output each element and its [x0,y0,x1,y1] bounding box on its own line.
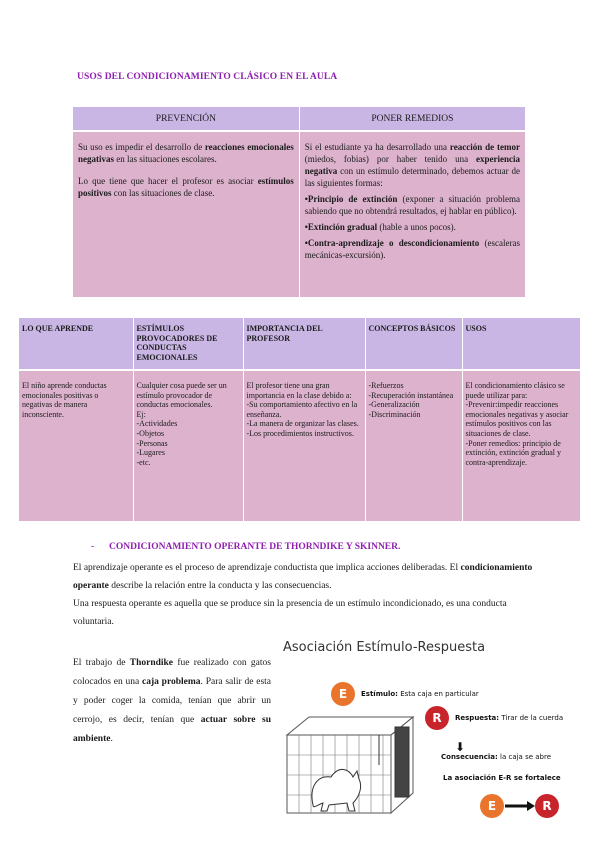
header-usos: USOS [462,318,580,370]
paragraph-thorndike: El trabajo de Thorndike fue realizado con gatos colocados en una caja problema. Para salir de esta y poder coger la comida, tenían que abrir un cerrojo, es decir, tenían que actuar sobre su ambiente. [73,658,271,744]
diagram-title: Asociación Estímulo-Respuesta [283,640,486,655]
down-arrow-icon: ⬇ [455,740,466,754]
cell-usos: El condicionamiento clásico se puede utilizar para: -Prevenir:impedir reacciones emocionales negativas y asociar estímulos positivos con las situaciones de clase. -Poner remedios: principio de extinción, extinción gradual y contra-aprendizaje. [462,370,580,521]
consequence-label: Consecuencia: la caja se abre [441,753,552,761]
stimulus-response-diagram [275,640,585,845]
e-circle-icon: E [480,794,504,818]
header-estimulos: ESTÍMULOS PROVOCADORES DE CONDUCTAS EMOCIONALES [133,318,243,370]
header-poner-remedios: PONER REMEDIOS [299,107,525,131]
cell-estimulos: Cualquier cosa puede ser un estímulo provocador de conductas emocionales. Ej: -Actividades -Objetos -Personas -Lugares -etc. [133,370,243,521]
cell-lo-que-aprende: El niño aprende conductas emocionales positivas o negativas de manera inconsciente. [19,370,133,521]
r-circle-icon: R [535,794,559,818]
header-prevencion: PREVENCIÓN [73,107,299,131]
header-lo-que-aprende: LO QUE APRENDE [19,318,133,370]
cell-conceptos: -Refuerzos -Recuperación instantánea -Generalización -Discriminación [365,370,462,521]
r-circle-icon: R [425,706,449,730]
summary-table [19,318,581,521]
e-circle-icon: E [331,682,355,706]
paragraph-operant-definition: El aprendizaje operante es el proceso de aprendizaje conductista que implica acciones deliberadas. El condicionamiento operante describe la relación entre la conducta y las consecuencias. [73,563,533,591]
paragraph-operant-response: Una respuesta operante es aquella que se produce sin la presencia de un estímulo incondicionado, es una conducta voluntaria. [73,599,507,627]
header-importancia: IMPORTANCIA DEL PROFESOR [243,318,365,370]
header-conceptos: CONCEPTOS BÁSICOS [365,318,462,370]
right-arrow-icon [505,800,535,812]
cat-cage-icon [283,705,423,815]
response-label: Respuesta: Tirar de la cuerda [455,714,564,722]
stimulus-label: Estímulo: Esta caja en particular [361,690,479,698]
operant-heading: - CONDICIONAMIENTO OPERANTE DE THORNDIKE Y SKINNER. [91,542,401,552]
section-title: USOS DEL CONDICIONAMIENTO CLÁSICO EN EL AULA [77,72,338,82]
cell-prevencion: Su uso es impedir el desarrollo de reacciones emocionales negativas en las situaciones escolares. Lo que tiene que hacer el profesor es asociar estímulos positivos con las situaciones de clase. [73,131,299,297]
association-label: La asociación E-R se fortalece [443,774,561,782]
cell-poner-remedios: Si el estudiante ya ha desarrollado una reacción de temor (miedos, fobias) por haber tenido una experiencia negativa con un estímulo determinado, debemos actuar de las siguientes formas: •Principio de extinción (exponer a situación problema sabiendo que no obtendrá resultados, ej hablar en público). •Extinción gradual (hable a unos pocos). •Contra-aprendizaje o descondicionamiento (escaleras mecánicas-excursión). [299,131,525,297]
uses-table [73,107,526,297]
cell-importancia: El profesor tiene una gran importancia en la clase debido a: -Su comportamiento afectivo en la enseñanza. -La manera de organizar las clases. -Los procedimientos instructivos. [243,370,365,521]
